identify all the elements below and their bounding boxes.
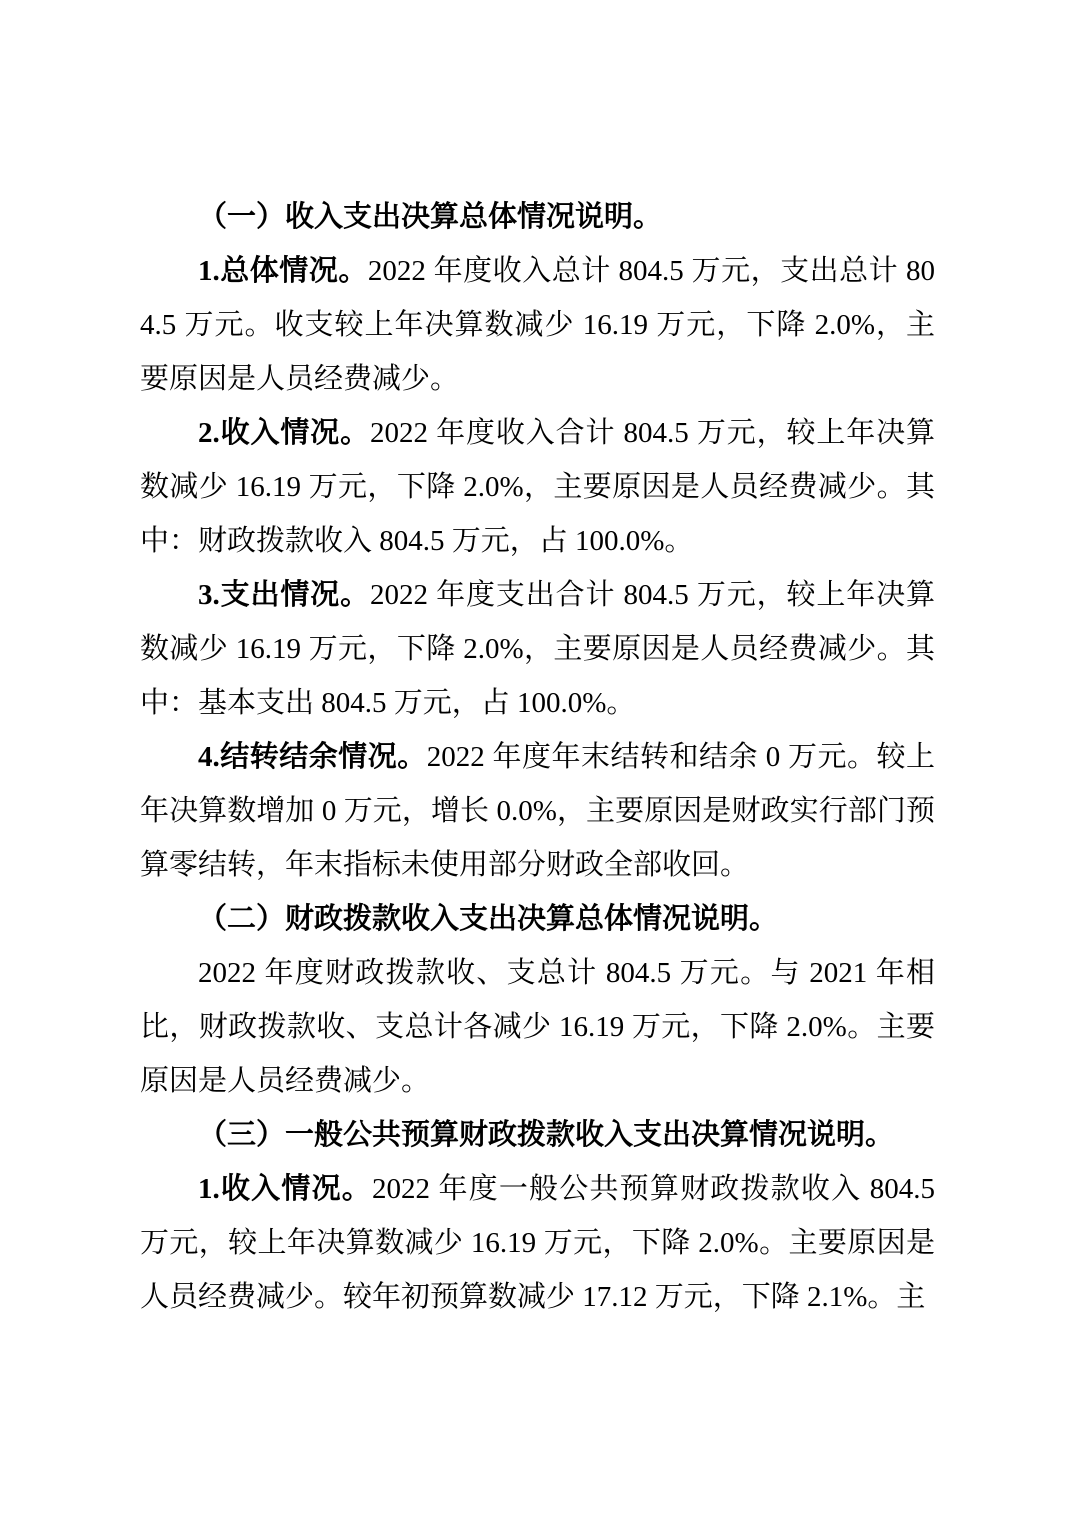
paragraph-expenditure-situation-lead: 3.支出情况。 [198, 579, 370, 611]
section-heading-3 [140, 1108, 935, 1162]
paragraph-income-situation-lead: 2.收入情况。 [198, 417, 370, 449]
paragraph-general-budget-income [140, 1162, 935, 1324]
paragraph-overall-situation-text: 2022 年度收入总计 804.5 万元，支出总计 804.5 万元。收支较上年决算数减少 16.19 万元，下降 2.0%，主要原因是人员经费减少。 [140, 255, 935, 395]
paragraph-carryover-balance-lead: 4.结转结余情况。 [198, 741, 427, 773]
paragraph-expenditure-situation-text: 2022 年度支出合计 804.5 万元，较上年决算数减少 16.19 万元，下降 2.0%，主要原因是人员经费减少。其中：基本支出 804.5 万元，占 100.0%。 [140, 579, 935, 719]
section-heading-1-text: （一）收入支出决算总体情况说明。 [198, 201, 663, 233]
paragraph-overall-situation [140, 244, 935, 406]
section-heading-2 [140, 892, 935, 946]
paragraph-carryover-balance [140, 730, 935, 892]
paragraph-fiscal-appropriation-total-text: 2022 年度财政拨款收、支总计 804.5 万元。与 2021 年相比，财政拨款收、支总计各减少 16.19 万元，下降 2.0%。主要原因是人员经费减少。 [140, 957, 935, 1097]
paragraph-general-budget-income-text: 2022 年度一般公共预算财政拨款收入 804.5 万元，较上年决算数减少 16.19 万元，下降 2.0%。主要原因是人员经费减少。较年初预算数减少 17.12 万元，下降 2.1%。主 [140, 1173, 935, 1313]
paragraph-income-situation [140, 406, 935, 568]
document-body [140, 190, 935, 1324]
paragraph-expenditure-situation [140, 568, 935, 730]
section-heading-2-text: （二）财政拨款收入支出决算总体情况说明。 [198, 903, 779, 935]
section-heading-1 [140, 190, 935, 244]
section-heading-3-text: （三）一般公共预算财政拨款收入支出决算情况说明。 [198, 1119, 895, 1151]
paragraph-income-situation-text: 2022 年度收入合计 804.5 万元，较上年决算数减少 16.19 万元，下降 2.0%，主要原因是人员经费减少。其中：财政拨款收入 804.5 万元，占 100.0%。 [140, 417, 935, 557]
paragraph-fiscal-appropriation-total [140, 946, 935, 1108]
paragraph-carryover-balance-text: 2022 年度年末结转和结余 0 万元。较上年决算数增加 0 万元，增长 0.0%，主要原因是财政实行部门预算零结转，年末指标未使用部分财政全部收回。 [140, 741, 935, 881]
paragraph-general-budget-income-lead: 1.收入情况。 [198, 1173, 372, 1205]
paragraph-overall-situation-lead: 1.总体情况。 [198, 255, 368, 287]
